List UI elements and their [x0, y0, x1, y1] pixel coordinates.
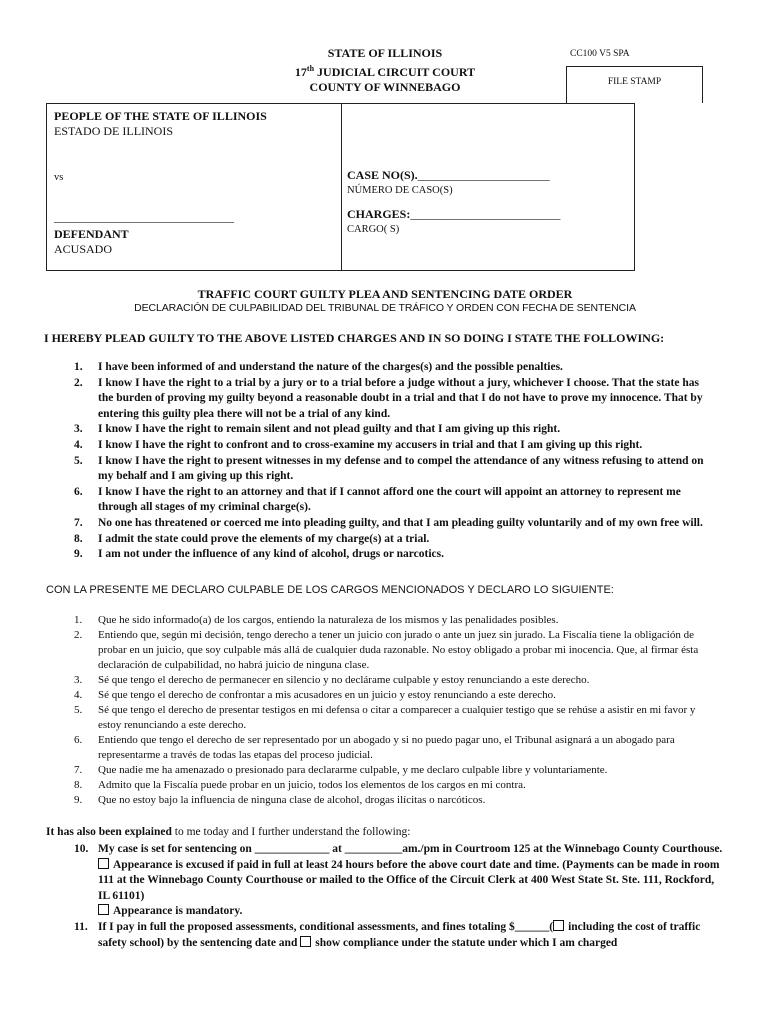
- item-number: 6.: [74, 734, 83, 746]
- document-title: TRAFFIC COURT GUILTY PLEA AND SENTENCING DATE ORDER: [197, 287, 573, 301]
- item-number: 2.: [74, 629, 83, 641]
- payment-text-a: If I pay in full the proposed assessments, conditional assessments, and fines totaling $______(: [98, 920, 554, 933]
- item-text: I know I have the right to present witnesses in my defense and to compel the attendance of any witness refusing to attend on my behalf and I am giving up this right.: [98, 454, 704, 483]
- payment-text-b: including the cost of traffic safety school) by the sentencing date and: [98, 920, 701, 949]
- item-number: 6.: [74, 485, 83, 498]
- item-number: 4.: [74, 438, 83, 451]
- county-name: COUNTY OF WINNEBAGO: [309, 80, 461, 94]
- file-stamp-label: FILE STAMP: [607, 77, 662, 87]
- item-text: I know I have the right to a trial by a jury or to a trial before a judge without a jury, whichever I choose. That the state has the burden of proving my guilty beyond a reasonable doubt in a trial and that I do not have to prove my innocence. That by entering this guilty plea there will not be a trial of any kind.: [98, 376, 703, 420]
- list-item: [46, 516, 714, 532]
- form-code: CC100 V5 SPA: [570, 49, 630, 59]
- item-number: 3.: [74, 674, 83, 686]
- list-item: [46, 778, 714, 793]
- charges-label: CHARGES:: [347, 207, 411, 221]
- list-item: [46, 532, 714, 548]
- document-subtitle-es: DECLARACIÓN DE CULPABILIDAD DEL TRIBUNAL DE TRÁFICO Y ORDEN CON FECHA DE SENTENCIA: [134, 302, 636, 314]
- item-text: I know I have the right to confront and to cross-examine my accusers in trial and that I am giving up this right.: [98, 438, 643, 451]
- court-header: [230, 46, 540, 95]
- explained-statement: [46, 826, 410, 838]
- sentencing-items: [74, 842, 724, 951]
- plaintiff-label: PEOPLE OF THE STATE OF ILLINOIS: [54, 109, 267, 123]
- state-name: STATE OF ILLINOIS: [327, 46, 443, 60]
- case-number-label-es: NÚMERO DE CASO(S): [347, 185, 453, 196]
- compliance-checkbox[interactable]: [300, 936, 311, 947]
- explained-rest: to me today and I further understand the following:: [171, 826, 411, 838]
- list-item: [46, 438, 714, 454]
- appearance-excused-option: [98, 858, 724, 905]
- defendant-label: DEFENDANT: [54, 227, 129, 241]
- item-text: Entiendo que tengo el derecho de ser representado por un abogado y si no puedo pagar uno, el Tribunal asignará a un abogado para representarme a través de todas las etapas del proceso judicial.: [98, 734, 675, 761]
- charges-blank[interactable]: _________________________: [410, 207, 561, 221]
- appearance-excused-checkbox[interactable]: [98, 858, 109, 869]
- charges-label-es: CARGO( S): [347, 224, 400, 235]
- list-item: [46, 376, 714, 423]
- court-name: [230, 61, 540, 80]
- item-number: 7.: [74, 764, 83, 776]
- list-item: [46, 628, 714, 673]
- list-item: [46, 485, 714, 516]
- appearance-mandatory-checkbox[interactable]: [98, 904, 109, 915]
- case-number-field: [347, 168, 550, 183]
- list-item: [46, 360, 714, 376]
- versus-label: vs: [54, 172, 64, 183]
- explained-bold: It has also been explained: [46, 826, 172, 838]
- list-item: [46, 673, 714, 688]
- plea-statements-es: [46, 613, 714, 808]
- list-item: [74, 920, 724, 951]
- item-number: 10.: [74, 843, 89, 855]
- list-item: [46, 454, 714, 485]
- item-number: 1.: [74, 361, 83, 373]
- file-stamp-box: [566, 66, 703, 103]
- item-number: 11.: [74, 920, 88, 933]
- item-number: 1.: [74, 614, 83, 626]
- item-number: 9.: [74, 794, 83, 806]
- plaintiff-label-es: ESTADO DE ILLINOIS: [54, 124, 174, 138]
- court-ordinal-suffix: th: [306, 64, 315, 73]
- item-number: 7.: [74, 516, 83, 529]
- item-number: 3.: [74, 423, 83, 436]
- court-ordinal: 17: [294, 65, 307, 79]
- item-number: 8.: [74, 779, 83, 791]
- traffic-school-checkbox[interactable]: [553, 920, 564, 931]
- sentencing-date-line: My case is set for sentencing on _____________ at __________am./pm in Courtroom 125 at the Winnebago County Courthouse.: [98, 843, 723, 855]
- charges-field: [347, 207, 560, 222]
- item-number: 4.: [74, 689, 83, 701]
- defendant-name-line[interactable]: ______________________________: [54, 210, 234, 224]
- list-item: [46, 793, 714, 808]
- item-text: I know I have the right to an attorney and that if I cannot afford one the court will appoint an attorney to represent me through all stages of my criminal charge(s).: [98, 485, 681, 514]
- item-text: Sé que tengo el derecho de permanecer en silencio y no declárame culpable y estoy renunciando a este derecho.: [98, 674, 590, 686]
- item-text: Que he sido informado(a) de los cargos, entiendo la naturaleza de los mismos y las penalidades posibles.: [98, 614, 559, 626]
- item-number: 8.: [74, 532, 83, 545]
- list-item: [46, 733, 714, 763]
- list-item: [46, 613, 714, 628]
- item-text: I have been informed of and understand the nature of the charges(s) and the possible penalties.: [98, 361, 563, 373]
- item-text: Que no estoy bajo la influencia de ninguna clase de alcohol, drogas ilícitas o narcóticos.: [98, 794, 486, 806]
- case-number-label: CASE NO(S).: [347, 168, 418, 182]
- plea-statements-en: [46, 360, 714, 563]
- plea-heading: I HEREBY PLEAD GUILTY TO THE ABOVE LISTED CHARGES AND IN SO DOING I STATE THE FOLLOWING:: [44, 331, 665, 345]
- court-name-rest: JUDICIAL CIRCUIT COURT: [314, 65, 476, 79]
- list-item: [46, 422, 714, 438]
- caption-divider: [341, 104, 342, 270]
- plea-heading-es: CON LA PRESENTE ME DECLARO CULPABLE DE LOS CARGOS MENCIONADOS Y DECLARO LO SIGUIENTE:: [46, 584, 614, 596]
- item-number: 9.: [74, 548, 83, 561]
- item-text: Sé que tengo el derecho de confrontar a mis acusadores en un juicio y estoy renunciando a este derecho.: [98, 689, 556, 701]
- item-text: I am not under the influence of any kind of alcohol, drugs or narcotics.: [98, 548, 444, 561]
- defendant-label-es: ACUSADO: [54, 242, 113, 256]
- item-number: 5.: [74, 454, 83, 467]
- item-text: No one has threatened or coerced me into pleading guilty, and that I am pleading guilty voluntarily and of my own free will.: [98, 516, 703, 529]
- item-number: 5.: [74, 704, 83, 716]
- list-item: [46, 547, 714, 563]
- case-caption-box: [46, 103, 635, 271]
- list-item: [74, 842, 724, 920]
- appearance-excused-text: Appearance is excused if paid in full at least 24 hours before the above court date and time. (Payments can be made in room 111 at the Winnebago County Courthouse or mailed to the Office of the Circuit Clerk at 400 West State St. Ste. 111, Rockford, IL 61101): [98, 858, 720, 902]
- item-text: Admito que la Fiscalía puede probar en un juicio, todos los elementos de los cargos en mi contra.: [98, 779, 526, 791]
- item-number: 2.: [74, 376, 83, 389]
- appearance-mandatory-text: Appearance is mandatory.: [113, 905, 243, 918]
- item-text: Sé que tengo el derecho de presentar testigos en mi defensa o citar a comparecer a cualquier testigo que se rehúse a asistir en mi favor y estoy renunciando a este derecho.: [98, 704, 696, 731]
- item-text: Que nadie me ha amenazado o presionado para declararme culpable, y me declaro culpable libre y voluntariamente.: [98, 764, 608, 776]
- item-text: I know I have the right to remain silent and not plead guilty and that I am giving up this right.: [98, 423, 561, 436]
- payment-text-c: show compliance under the statute under which I am charged: [315, 936, 618, 949]
- list-item: [46, 688, 714, 703]
- appearance-mandatory-option: [98, 904, 724, 920]
- item-text: I admit the state could prove the elements of my charge(s) at a trial.: [98, 532, 430, 545]
- case-number-blank[interactable]: ______________________: [417, 168, 550, 182]
- item-text: Entiendo que, según mi decisión, tengo derecho a tener un juicio con jurado o ante un juez sin jurado. La Fiscalía tiene la obligación de probar en un juicio, que soy culpable más allá de cualquier duda razonable. No estoy obligado a probar mi inocencia. Que, al firmar ésta declaración de culpabilidad, no habrá juicio de ninguna clase.: [98, 629, 699, 671]
- list-item: [46, 763, 714, 778]
- list-item: [46, 703, 714, 733]
